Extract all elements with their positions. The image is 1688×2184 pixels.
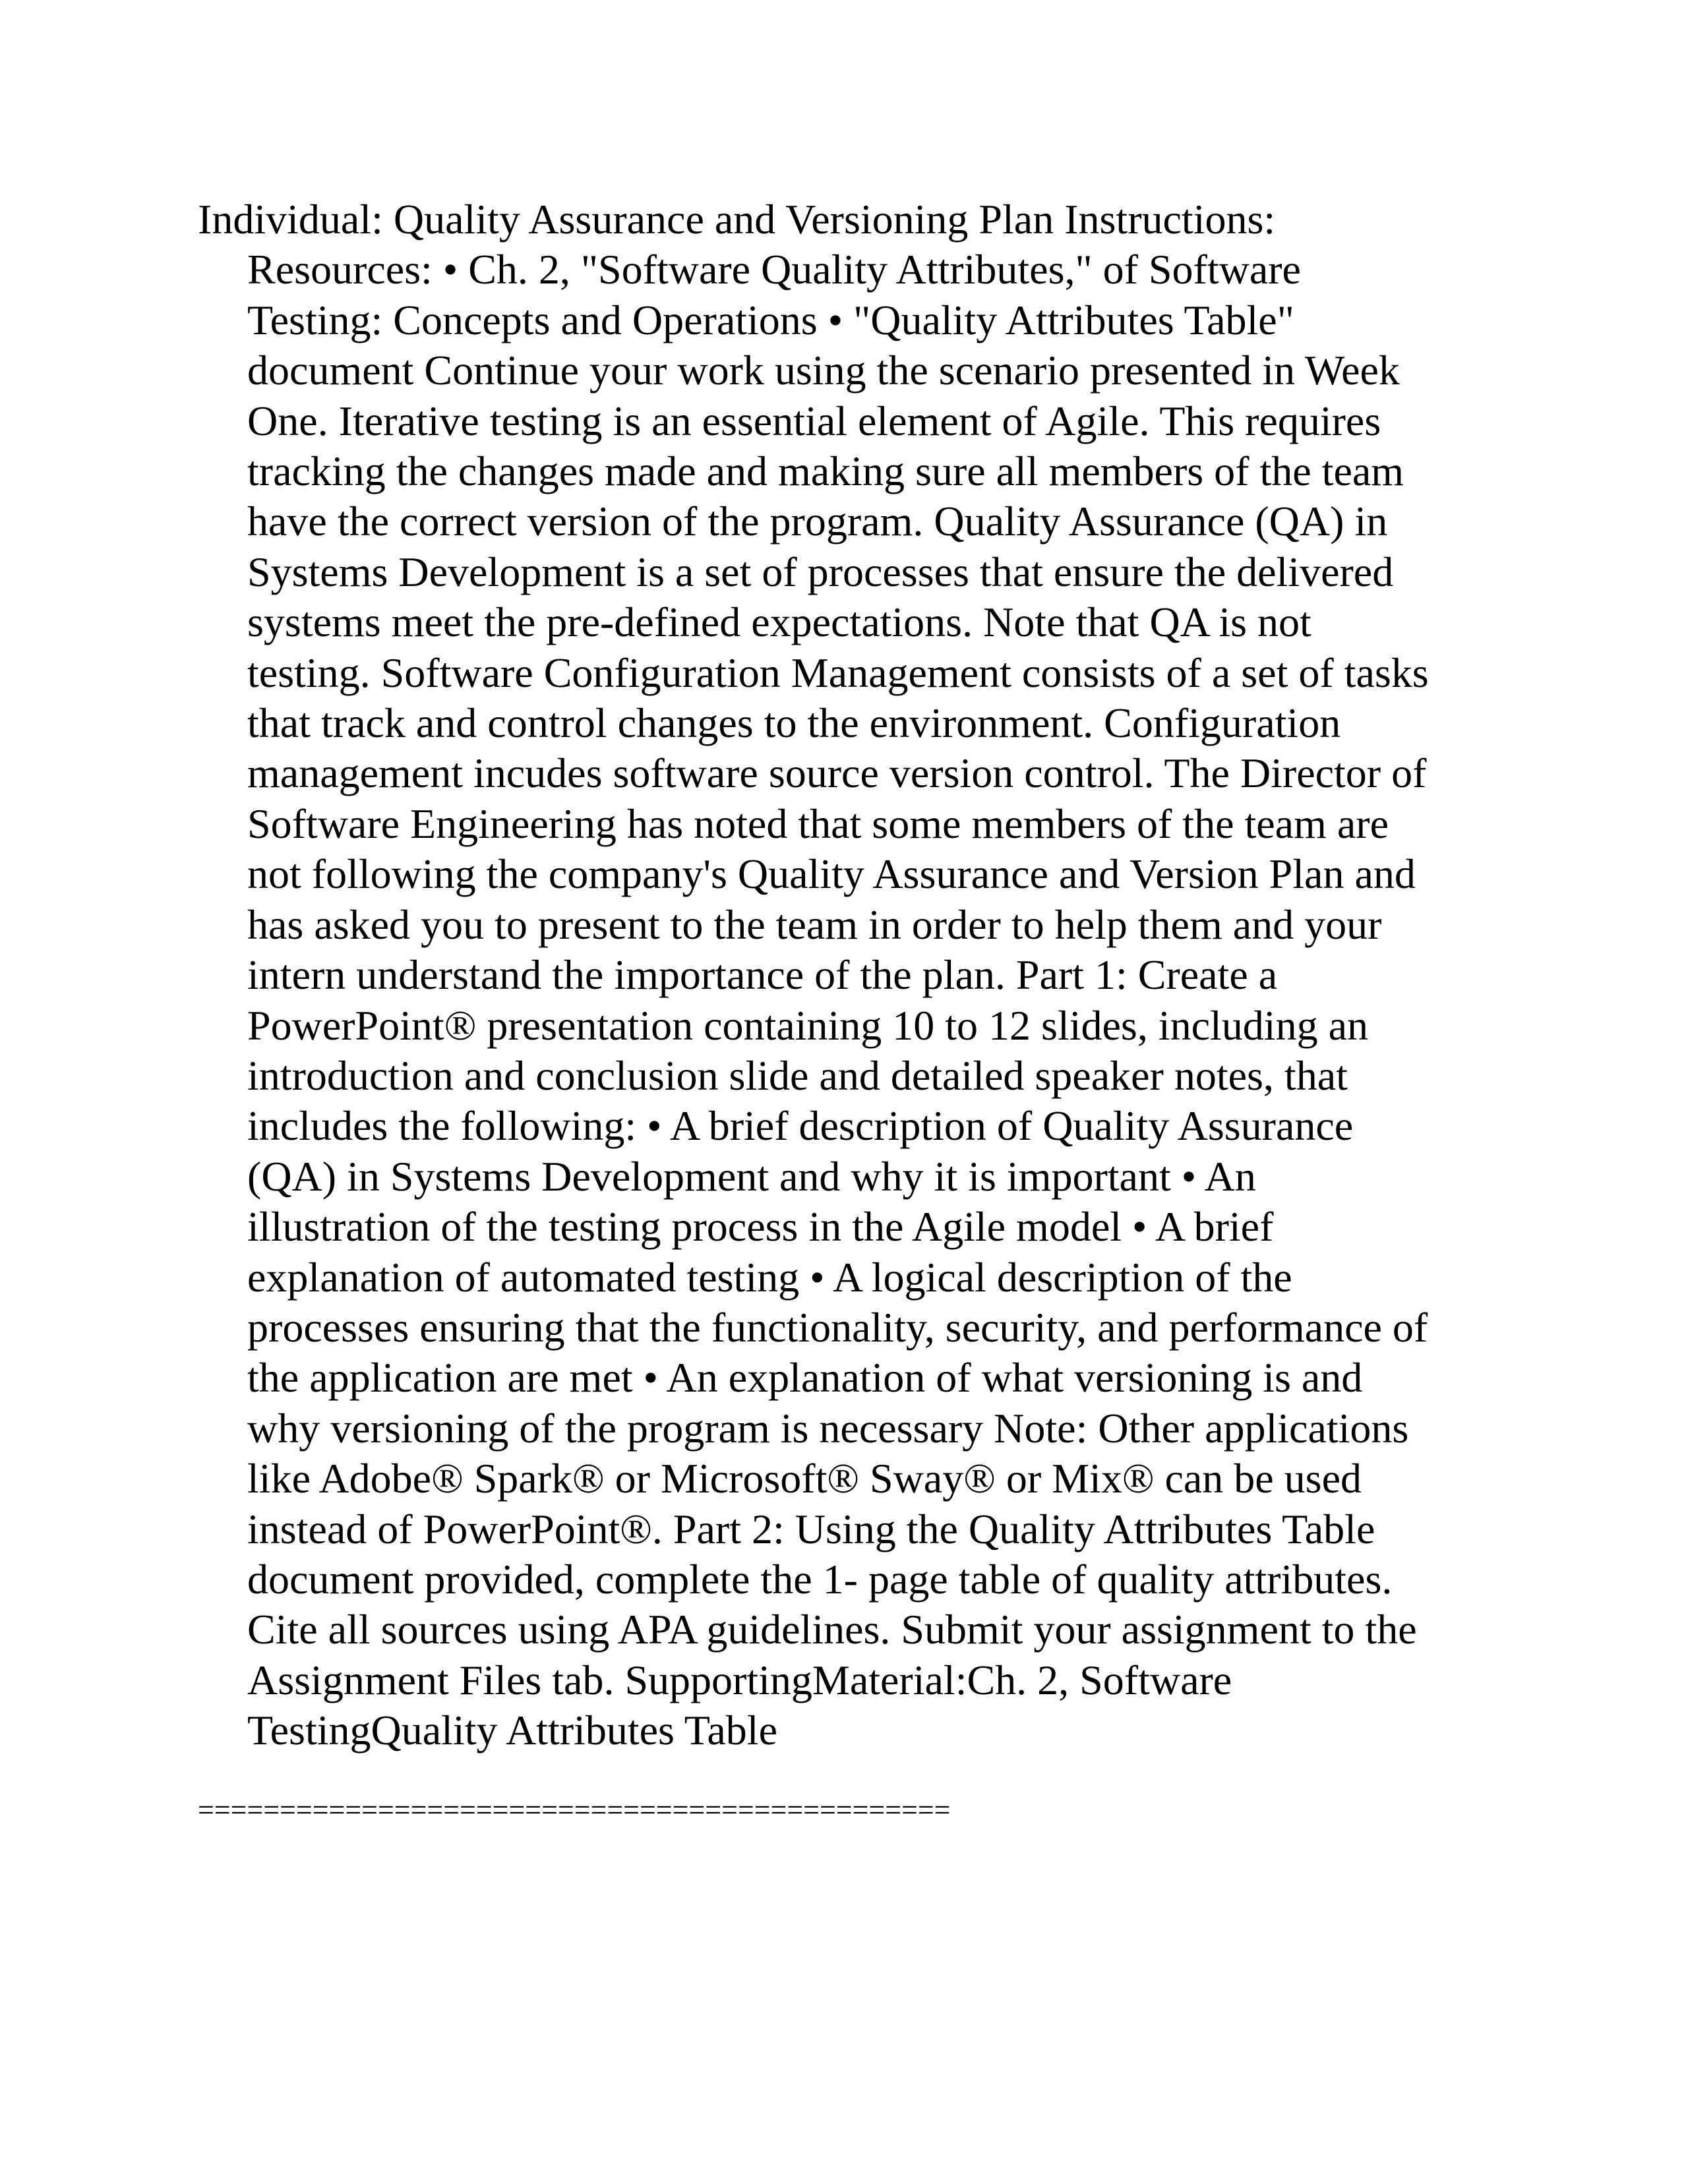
paragraph-line: Testing: Concepts and Operations • "Quality Attributes Table" [247, 296, 1294, 343]
paragraph-line: instead of PowerPoint®. Part 2: Using the Quality Attributes Table [247, 1505, 1375, 1552]
paragraph-line: like Adobe® Spark® or Microsoft® Sway® or Mix® can be used [247, 1455, 1362, 1502]
paragraph-line: Software Engineering has noted that some members of the team are [247, 800, 1389, 847]
paragraph-line: (QA) in Systems Development and why it is important • An [247, 1152, 1256, 1200]
paragraph-line: not following the company's Quality Assurance and Version Plan and [247, 850, 1416, 898]
paragraph-line: illustration of the testing process in the Agile model • A brief [247, 1203, 1274, 1251]
paragraph-line: Resources: • Ch. 2, "Software Quality Attributes," of Software [247, 246, 1301, 293]
paragraph-line: document provided, complete the 1- page table of quality attributes. [247, 1555, 1393, 1603]
paragraph-line: intern understand the importance of the plan. Part 1: Create a [247, 951, 1278, 999]
paragraph-line: processes ensuring that the functionality, security, and performance of [247, 1303, 1428, 1351]
paragraph-line: includes the following: • A brief description of Quality Assurance [247, 1102, 1354, 1150]
paragraph-line: PowerPoint® presentation containing 10 to 12 slides, including an [247, 1001, 1368, 1049]
paragraph-line: systems meet the pre-defined expectations. Note that QA is not [247, 599, 1311, 646]
paragraph-line: One. Iterative testing is an essential element of Agile. This requires [247, 397, 1381, 444]
paragraph-line: TestingQuality Attributes Table [247, 1707, 777, 1754]
paragraph-line: testing. Software Configuration Management consists of a set of tasks [247, 649, 1429, 696]
assignment-paragraph [198, 194, 1490, 1756]
paragraph-line: explanation of automated testing • A logical description of the [247, 1253, 1292, 1301]
paragraph-line: document Continue your work using the scenario presented in Week [247, 347, 1400, 394]
paragraph-line: that track and control changes to the environment. Configuration [247, 699, 1341, 747]
paragraph-line: Individual: Quality Assurance and Versioning Plan Instructions: [198, 196, 1276, 243]
paragraph-line: introduction and conclusion slide and detailed speaker notes, that [247, 1051, 1348, 1099]
paragraph-line: the application are met • An explanation of what versioning is and [247, 1354, 1363, 1402]
paragraph-line: why versioning of the program is necessary Note: Other applications [247, 1404, 1409, 1452]
section-divider: ============================================== [198, 1794, 951, 1826]
paragraph-line: management incudes software source version control. The Director of [247, 750, 1427, 797]
paragraph-line: Systems Development is a set of processes that ensure the delivered [247, 548, 1394, 595]
paragraph-line: tracking the changes made and making sure all members of the team [247, 448, 1404, 495]
paragraph-line: have the correct version of the program. Quality Assurance (QA) in [247, 498, 1388, 545]
paragraph-line: Assignment Files tab. SupportingMaterial:Ch. 2, Software [247, 1656, 1232, 1703]
paragraph-line: has asked you to present to the team in order to help them and your [247, 900, 1382, 948]
assignment-text-block [198, 194, 1490, 1756]
paragraph-line: Cite all sources using APA guidelines. Submit your assignment to the [247, 1606, 1417, 1653]
